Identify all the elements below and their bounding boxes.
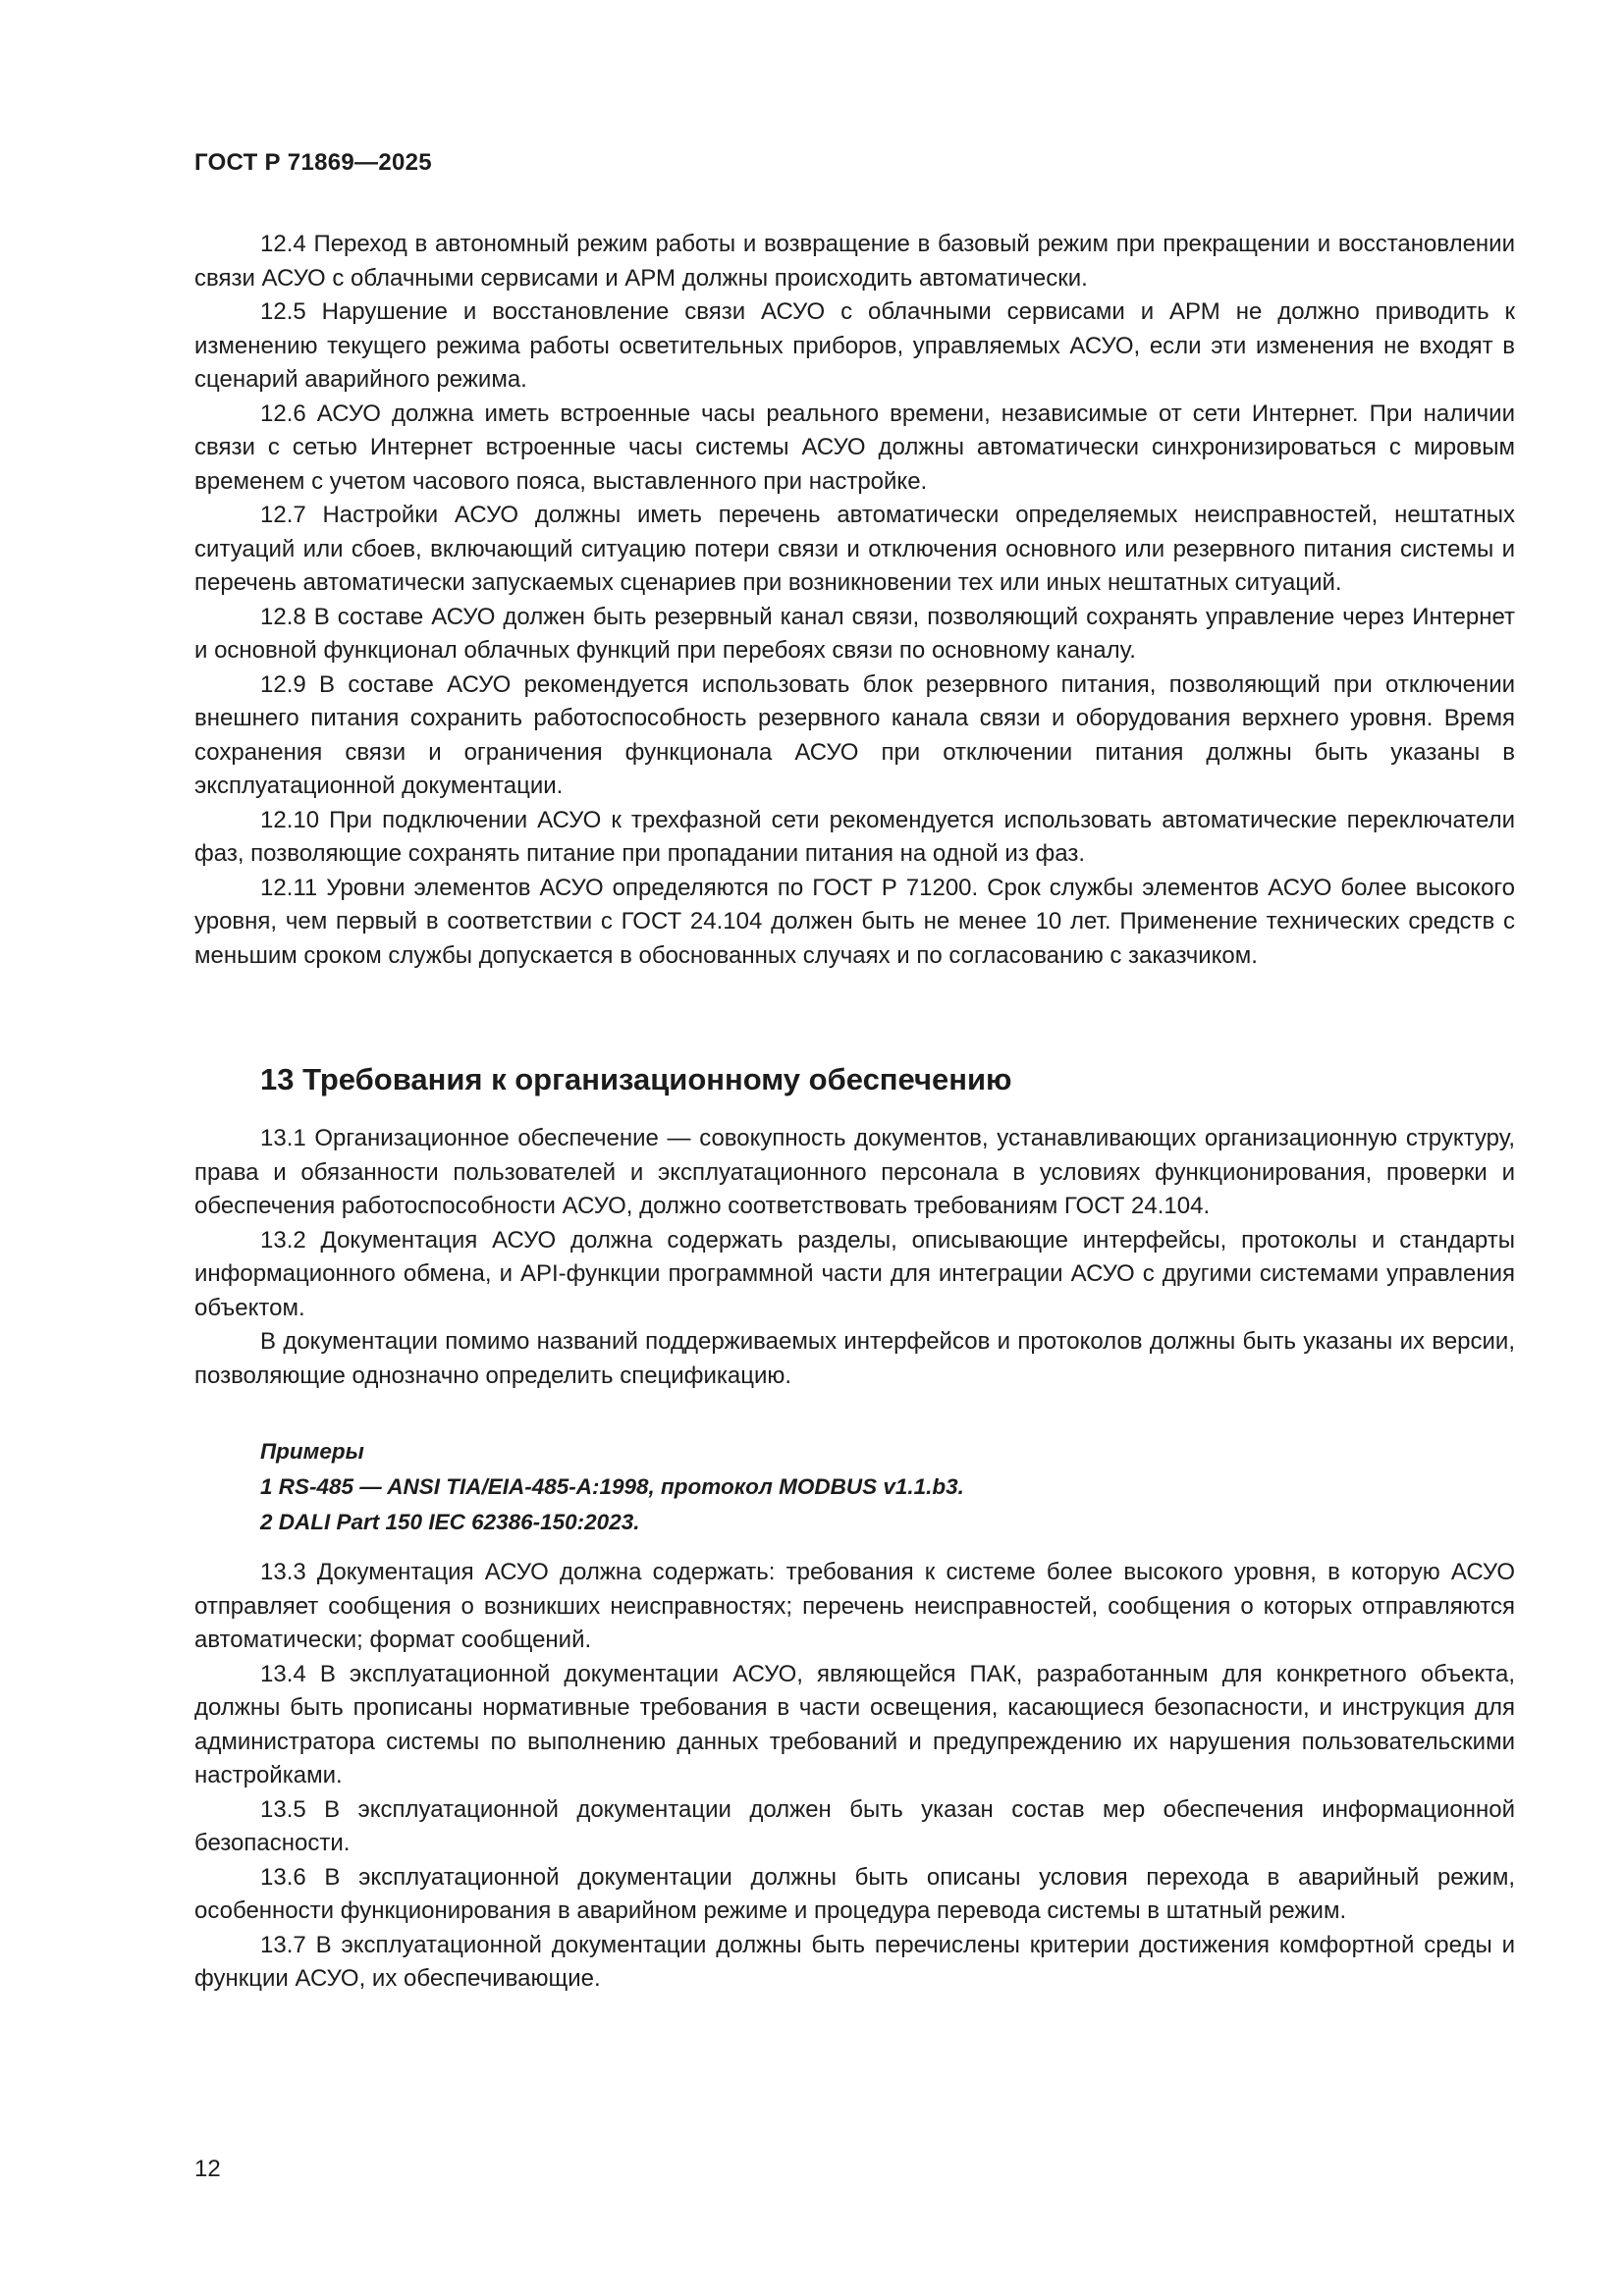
section-13-heading-block xyxy=(194,1060,1515,1099)
paragraph-12-5: 12.5 Нарушение и восстановление связи АСУО с облачными сервисами и АРМ не должно приводить к изменению текущего режима работы осветительных приборов, управляемых АСУО, если эти изменения не входят в сценарий аварийного режима. xyxy=(194,298,1515,393)
examples-title: Примеры xyxy=(260,1439,364,1464)
paragraph-documentation-versions: В документации помимо названий поддерживаемых интерфейсов и протоколов должны быть указаны их версии, позволяющие однозначно определить спецификацию. xyxy=(194,1328,1515,1389)
paragraph-13-3: 13.3 Документация АСУО должна содержать: требования к системе более высокого уровня, в которую АСУО отправляет сообщения о возникших неисправностях; перечень неисправностей, сообщения о которых отправляются автоматически; формат сообщений. xyxy=(194,1559,1515,1653)
paragraph-13-2: 13.2 Документация АСУО должна содержать разделы, описывающие интерфейсы, протоколы и стандарты информационного обмена, и API-функции программной части для интеграции АСУО с другими системами управления объектом. xyxy=(194,1226,1515,1321)
paragraph-12-10: 12.10 При подключении АСУО к трехфазной сети рекомендуется использовать автоматические переключатели фаз, позволяющие сохранять питание при пропадании питания на одной из фаз. xyxy=(194,806,1515,867)
paragraph-13-7: 13.7 В эксплуатационной документации должны быть перечислены критерии достижения комфортной среды и функции АСУО, их обеспечивающие. xyxy=(194,1931,1515,1992)
paragraph-13-1: 13.1 Организационное обеспечение — совокупность документов, устанавливающих организационную структуру, права и обязанности пользователей и эксплуатационного персонала в условиях функционирования, проверки и обеспечения работоспособности АСУО, должно соответствовать требованиям ГОСТ 24.104. xyxy=(194,1125,1515,1219)
section-13-body-a xyxy=(194,1122,1515,1393)
examples-block xyxy=(194,1435,1515,1541)
example-item: 2 DALI Part 150 IEC 62386-150:2023. xyxy=(260,1510,640,1534)
document-standard-id: ГОСТ Р 71869—2025 xyxy=(194,149,432,176)
paragraph-12-9: 12.9 В составе АСУО рекомендуется использовать блок резервного питания, позволяющий при отключении внешнего питания сохранить работоспособность резервного канала связи и оборудования верхнего уровня. Время сохранения связи и ограничения функционала АСУО при отключении питания должны быть указаны в эксплуатационной документации. xyxy=(194,670,1515,799)
paragraph-12-8: 12.8 В составе АСУО должен быть резервный канал связи, позволяющий сохранять управление через Интернет и основной функционал облачных функций при перебоях связи по основному каналу. xyxy=(194,603,1515,664)
paragraph-12-11: 12.11 Уровни элементов АСУО определяются по ГОСТ Р 71200. Срок службы элементов АСУО более высокого уровня, чем первый в соответствии с ГОСТ 24.104 должен быть не менее 10 лет. Применение технических средств с меньшим сроком службы допускается в обоснованных случаях и по согласованию с заказчиком. xyxy=(194,874,1515,969)
section-heading: 13 Требования к организационному обеспечению xyxy=(260,1062,1012,1096)
paragraph-12-7: 12.7 Настройки АСУО должны иметь перечень автоматически определяемых неисправностей, нештатных ситуаций или сбоев, включающий ситуацию потери связи и отключения основного или резервного питания системы и перечень автоматически запускаемых сценариев при возникновении тех или иных нештатных ситуаций. xyxy=(194,502,1515,596)
paragraph-13-4: 13.4 В эксплуатационной документации АСУО, являющейся ПАК, разработанным для конкретного объекта, должны быть прописаны нормативные требования в части освещения, касающиеся безопасности, и инструкция для администратора системы по выполнению данных требований и предупреждению их нарушения пользовательскими настройками. xyxy=(194,1660,1515,1789)
paragraph-12-6: 12.6 АСУО должна иметь встроенные часы реального времени, независимые от сети Интернет. При наличии связи с сетью Интернет встроенные часы системы АСУО должны автоматически синхронизироваться с мировым временем с учетом часового пояса, выставленного при настройке. xyxy=(194,400,1515,495)
section-12-body xyxy=(194,228,1515,973)
example-item: 1 RS-485 — ANSI TIA/EIA-485-A:1998, протокол MODBUS v1.1.b3. xyxy=(260,1474,964,1499)
paragraph-12-4: 12.4 Переход в автономный режим работы и возвращение в базовый режим при прекращении и восстановлении связи АСУО с облачными сервисами и АРМ должны происходить автоматически. xyxy=(194,231,1515,292)
section-13-body-b xyxy=(194,1556,1515,1997)
paragraph-13-5: 13.5 В эксплуатационной документации должен быть указан состав мер обеспечения информационной безопасности. xyxy=(194,1795,1515,1856)
paragraph-13-6: 13.6 В эксплуатационной документации должны быть описаны условия перехода в аварийный режим, особенности функционирования в аварийном режиме и процедура перевода системы в штатный режим. xyxy=(194,1863,1515,1924)
page-number: 12 xyxy=(194,2156,221,2182)
